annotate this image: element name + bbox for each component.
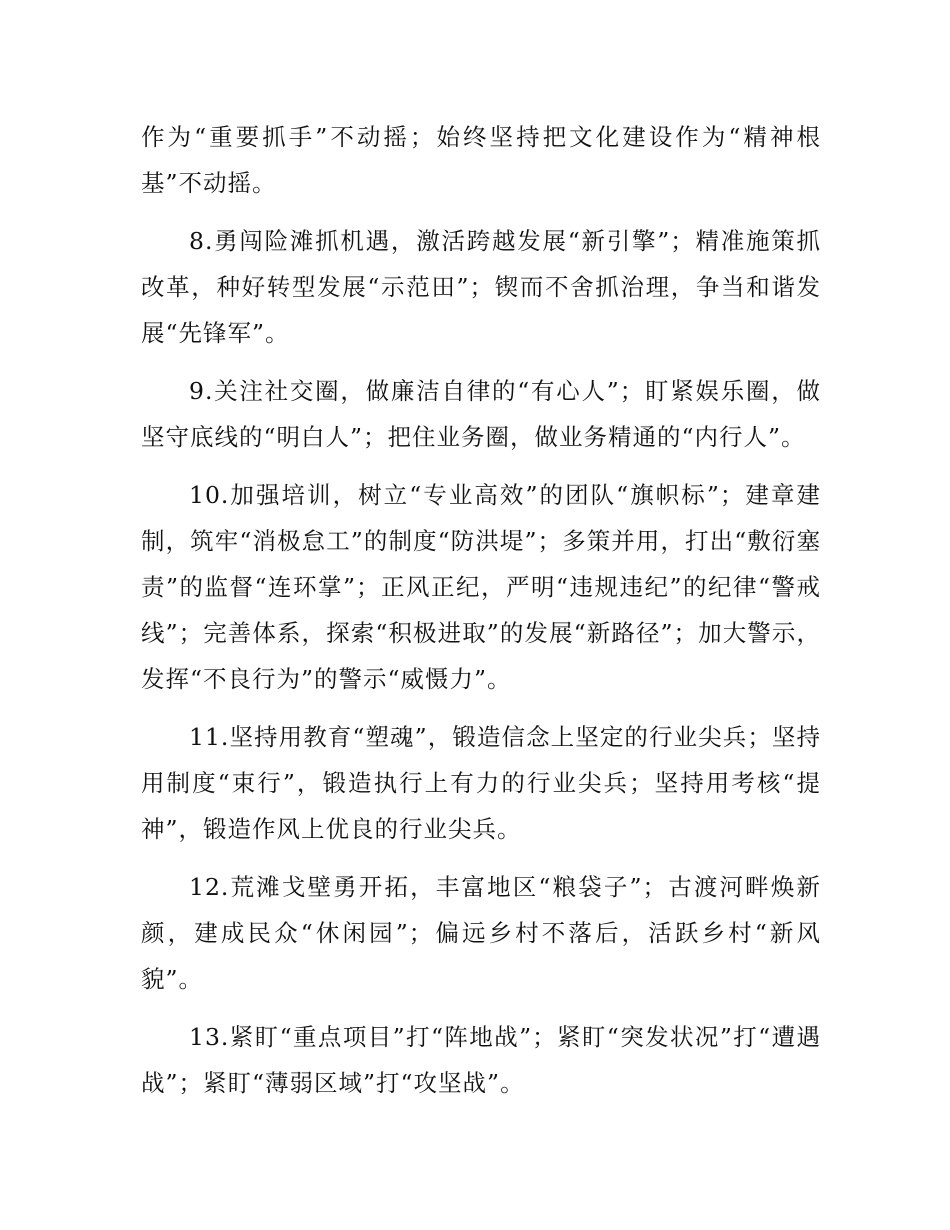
- paragraph-continued: 作为“重要抓手”不动摇；始终坚持把文化建设作为“精神根基”不动摇。: [141, 123, 821, 197]
- paragraph-12: 12.荒滩戈壁勇开拓，丰富地区“粮袋子”；古渡河畔焕新颜，建成民众“休闲园”；偏远乡村不落后，活跃乡村“新风貌”。: [141, 873, 821, 993]
- paragraph-11: 11.坚持用教育“塑魂”，锻造信念上坚定的行业尖兵；坚持用制度“束行”，锻造执行上有力的行业尖兵；坚持用考核“提神”，锻造作风上优良的行业尖兵。: [141, 723, 821, 843]
- paragraph-9: 9.关注社交圈，做廉洁自律的“有心人”；盯紧娱乐圈，做坚守底线的“明白人”；把住业务圈，做业务精通的“内行人”。: [141, 377, 821, 451]
- paragraph-13: 13.紧盯“重点项目”打“阵地战”；紧盯“突发状况”打“遭遇战”；紧盯“薄弱区域”打“攻坚战”。: [141, 1023, 821, 1097]
- paragraph-8: 8.勇闯险滩抓机遇，激活跨越发展“新引擎”；精准施策抓改革，种好转型发展“示范田”；锲而不舍抓治理，争当和谐发展“先锋军”。: [141, 227, 821, 347]
- paragraph-10: 10.加强培训，树立“专业高效”的团队“旗帜标”；建章建制，筑牢“消极怠工”的制度“防洪堤”；多策并用，打出“敷衍塞责”的监督“连环掌”；正风正纪，严明“违规违纪”的纪律“警戒线”；完善体系，探索“积极进取”的发展“新路径”；加大警示，发挥“不良行为”的警示“威慑力”。: [141, 481, 821, 693]
- document-body: [141, 114, 821, 1118]
